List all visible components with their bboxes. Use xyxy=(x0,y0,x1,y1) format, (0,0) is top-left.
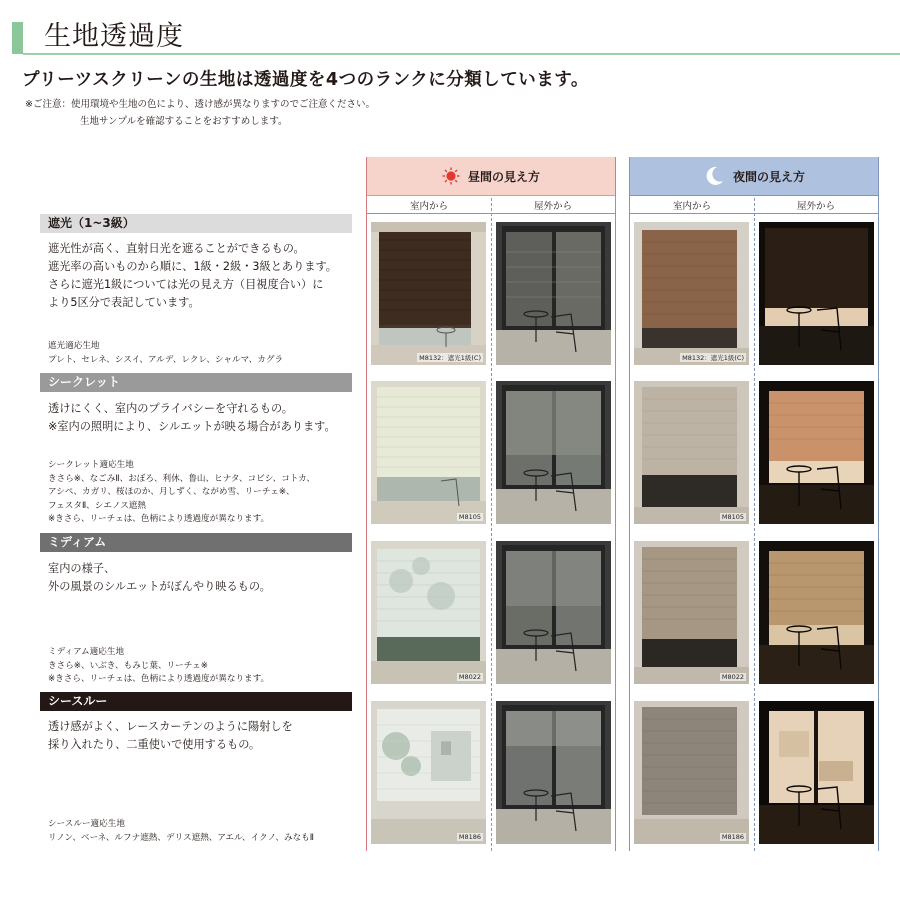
caution-note-line2: 生地サンプルを確認することをおすすめします。 xyxy=(80,116,288,127)
desc-line: 外の風景のシルエットがぼんやり映るもの。 xyxy=(48,580,271,593)
day-view-title: 昼間の見え方 xyxy=(467,169,540,184)
desc-line: より5区分で表記しています。 xyxy=(48,296,200,309)
night-indoor-label: 室内から xyxy=(672,201,711,212)
category-medium-desc xyxy=(48,560,358,596)
photo-seethrough-night-outdoor xyxy=(759,701,874,844)
fabrics-title: シースルー適応生地 xyxy=(48,819,125,829)
fabrics-line: きさら※、いぶき、もみじ葉、リーチェ※ xyxy=(48,660,208,671)
night-view-title: 夜間の見え方 xyxy=(732,169,805,184)
photo-secret-night-outdoor xyxy=(759,381,874,524)
night-right-rule xyxy=(878,157,879,851)
desc-line: 遮光率の高いものから順に、1級・2級・3級とあります。 xyxy=(48,260,337,273)
fabric-code: M8105 xyxy=(458,513,481,521)
desc-line: 室内の様子、 xyxy=(48,562,116,575)
desc-line: 透けにくく、室内のプライバシーを守れるもの。 xyxy=(48,402,293,415)
day-indoor-label: 室内から xyxy=(409,201,448,212)
day-view-header xyxy=(367,157,615,196)
fabric-code: M8186 xyxy=(458,833,481,841)
night-center-rule xyxy=(754,198,755,851)
desc-line: ※室内の照明により、シルエットが映る場合があります。 xyxy=(48,420,336,433)
photo-seethrough-night-indoor xyxy=(634,701,749,844)
category-secret-header: シークレット xyxy=(40,373,352,392)
fabrics-line: プレト、セレネ、シスイ、アルデ、レクレ、シャルマ、カグラ xyxy=(48,354,284,365)
photo-secret-day-outdoor xyxy=(496,381,611,524)
fabric-code: M8022 xyxy=(458,673,481,681)
desc-line: 採り入れたり、二重使いで使用するもの。 xyxy=(48,738,261,751)
fabrics-line: アシペ、カガリ、桜ほのか、月しずく、ながめ雪、リーチェ※、 xyxy=(48,487,295,497)
fabrics-line: フェスタⅡ、シエノス遮熱 xyxy=(48,500,146,511)
photo-medium-night-outdoor xyxy=(759,541,874,684)
page-title: 生地透過度 xyxy=(44,21,184,52)
desc-line: 遮光性が高く、直射日光を遮ることができるもの。 xyxy=(48,242,305,255)
fabric-code: M8132：遮光1級(C) xyxy=(682,354,744,362)
sun-icon xyxy=(442,167,460,185)
category-seethrough-header: シースルー xyxy=(40,692,352,711)
fabric-code: M8022 xyxy=(721,673,744,681)
category-medium-fabrics xyxy=(48,646,358,687)
category-seethrough-fabrics xyxy=(48,818,358,845)
category-shade-header: 遮光（1~3級） xyxy=(40,214,352,233)
photo-secret-day-indoor xyxy=(371,381,486,524)
fabric-code: M8105 xyxy=(721,513,744,521)
photo-medium-night-indoor xyxy=(634,541,749,684)
day-left-rule xyxy=(366,157,367,851)
category-secret-desc xyxy=(48,400,358,436)
desc-line: さらに遮光1級については光の見え方（目視度合い）に xyxy=(48,278,324,291)
night-left-rule xyxy=(629,157,630,851)
night-outdoor-label: 屋外から xyxy=(796,201,835,212)
category-seethrough-desc xyxy=(48,718,358,754)
desc-line: 透け感がよく、レースカーテンのように陽射しを xyxy=(48,720,293,733)
lead-text: プリーツスクリーンの生地は透過度を4つのランクに分類しています。 xyxy=(22,70,589,90)
category-shade-desc xyxy=(48,240,358,312)
day-outdoor-label: 屋外から xyxy=(533,201,572,212)
fabrics-line: リノン、ベーネ、ルフナ遮熱、デリス遮熱、アエル、イクノ、みなもⅡ xyxy=(48,832,314,843)
photo-seethrough-day-outdoor xyxy=(496,701,611,844)
fabrics-title: ミディアム適応生地 xyxy=(48,647,125,657)
fabrics-line: ※きさら、リーチェは、色柄により透過度が異なります。 xyxy=(48,514,270,524)
photo-secret-night-indoor xyxy=(634,381,749,524)
night-view-header xyxy=(630,157,878,196)
photo-medium-day-outdoor xyxy=(496,541,611,684)
photo-shade-night-outdoor xyxy=(759,222,874,365)
category-shade-fabrics xyxy=(48,340,358,367)
fabrics-line: ※きさら、リーチェは、色柄により透過度が異なります。 xyxy=(48,674,270,684)
caution-note-line1: ※ご注意：使用環境や生地の色により、透け感が異なりますのでご注意ください。 xyxy=(25,99,375,110)
header-underline xyxy=(23,53,900,55)
photo-shade-day-outdoor xyxy=(496,222,611,365)
fabrics-title: シークレット適応生地 xyxy=(48,460,134,470)
moon-icon xyxy=(703,165,725,187)
photo-medium-day-indoor xyxy=(371,541,486,684)
fabric-code: M8132：遮光1級(C) xyxy=(419,354,481,362)
fabric-code: M8186 xyxy=(721,833,744,841)
photo-seethrough-day-indoor xyxy=(371,701,486,844)
photo-shade-night-indoor xyxy=(634,222,749,365)
category-medium-header: ミディアム xyxy=(40,533,352,552)
header-accent-bar xyxy=(12,22,23,54)
category-secret-fabrics xyxy=(48,459,358,527)
fabrics-line: きさら※、なごみⅡ、おぼろ、利休、鲁山、ヒナタ、コビシ、コトカ、 xyxy=(48,473,316,484)
day-right-rule xyxy=(615,157,616,851)
fabrics-title: 遮光適応生地 xyxy=(48,341,100,351)
day-center-rule xyxy=(491,198,492,851)
photo-shade-day-indoor xyxy=(371,222,486,365)
